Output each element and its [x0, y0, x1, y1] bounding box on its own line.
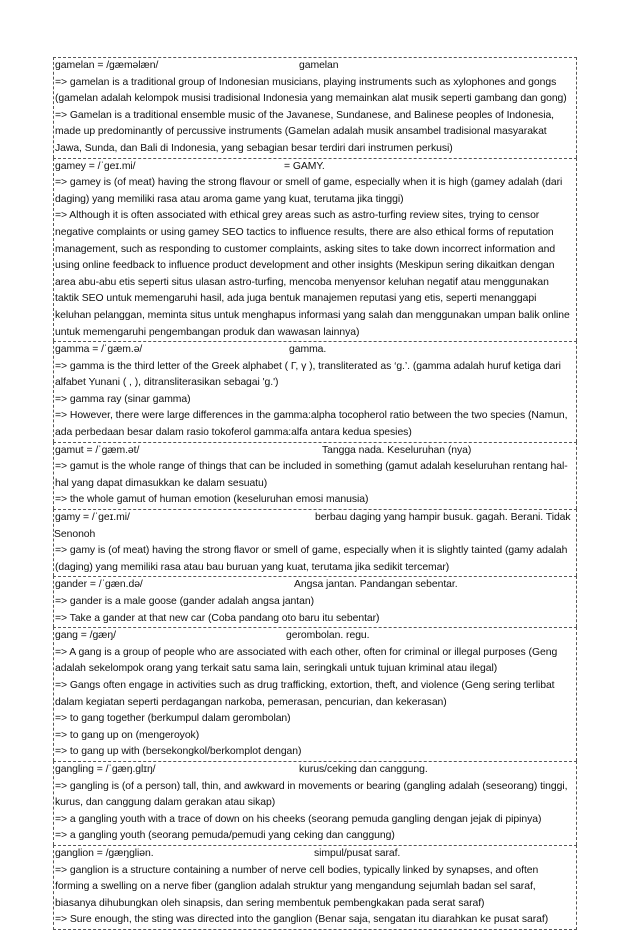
- entry-term: gang = /gæŋ/: [55, 630, 116, 642]
- entry-term: gamy = /ˈgeɪ.mi/: [55, 512, 130, 524]
- entry-gamut: [53, 442, 577, 509]
- entry-headline: [54, 510, 576, 543]
- entry-headline: [54, 159, 576, 176]
- entry-definition: gamelan: [299, 60, 339, 71]
- entry-headline: [54, 628, 576, 645]
- entry-definition: gerombolan. regu.: [286, 630, 370, 642]
- entry-line: => gamelan is a traditional group of Indonesian musicians, playing instruments such as xylophones and gongs (gamelan adalah kelompok musisi tradisional Indonesia yang memainkan alat musik seperti gambang dan gong): [55, 76, 567, 105]
- entry-line: => a gangling youth with a trace of down on his cheeks (seorang pemuda gangling dengan jejak di pipinya): [55, 813, 542, 825]
- entry-line: => gamma ray (sinar gamma): [55, 393, 191, 405]
- entry-line: => gamma is the third letter of the Greek alphabet ( Γ, γ ), transliterated as ‘g.’. (gamma adalah huruf ketiga dari alfabet Yunani ( , ), ditransliterasikan sebagai 'g.'): [55, 360, 561, 389]
- entry-definition: = GAMY.: [284, 160, 325, 172]
- entry-term: gamelan = /gæməlæn/: [55, 60, 159, 71]
- entry-gamy: [53, 509, 577, 576]
- entry-line: => Although it is often associated with ethical grey areas such as astro-turfing review sites, trying to censor negative complaints or using gamey SEO tactics to influence results, there are also ethical forms of reputation management, such as responding to customer complaints, asking sites to take down incorrect information and using online feedback to influence product development and other insights (Meskipun sering dikaitkan dengan area abu-abu etis seperti situs ulasan astro-turfing, mencoba menyensor keluhan negatif atau menggunakan taktik SEO untuk memengaruhi hasil, ada juga bentuk manajemen reputasi yang etis, seperti menanggapi keluhan pelanggan, meminta situs untuk menghapus informasi yang salah dan menggunakan umpan balik online untuk memengaruhi pengembangan produk dan wawasan lainnya): [55, 210, 570, 338]
- entry-gangling: [53, 761, 577, 845]
- entry-term: ganglion = /gæŋgliən.: [55, 847, 154, 859]
- entry-definition: berbau daging yang hampir busuk. gagah. Berani. Tidak Senonoh: [54, 512, 571, 540]
- entry-ganglion: [53, 845, 577, 930]
- entry-definition: kurus/ceking dan canggung.: [299, 763, 428, 775]
- entry-definition: simpul/pusat saraf.: [314, 847, 401, 859]
- entry-line: => Gamelan is a traditional ensemble music of the Javanese, Sundanese, and Balinese peoples of Indonesia, made up predominantly of percussive instruments (Gamelan adalah musik ansambel tradisional masyarakat Jawa, Sunda, dan Bali di Indonesia, yang sebagian besar terdiri dari instrumen perkusi): [55, 109, 555, 154]
- entry-line: => However, there were large differences in the gamma:alpha tocopherol ratio between the two species (Namun, ada perbedaan besar dalam rasio tokoferol gamma:alfa antara kedua spesies): [55, 410, 568, 439]
- entry-line: => gamut is the whole range of things that can be included in something (gamut adalah keseluruhan rentang hal-hal yang dapat dimasukkan ke dalam sesuatu): [55, 461, 568, 489]
- entry-line: => Sure enough, the sting was directed into the ganglion (Benar saja, sengatan itu diarahkan ke pusat saraf): [55, 914, 549, 926]
- entry-line: => to gang up on (mengeroyok): [55, 729, 200, 741]
- entry-line: => to gang together (berkumpul dalam gerombolan): [55, 713, 291, 725]
- entry-gander: [53, 576, 577, 627]
- entry-line: => to gang up with (bersekongkol/berkomplot dengan): [55, 746, 302, 758]
- entry-line: => gander is a male goose (gander adalah angsa jantan): [55, 596, 314, 607]
- entry-term: gander = /ˈgæn.də/: [55, 579, 143, 591]
- entry-gamey: [53, 158, 577, 342]
- entry-headline: [54, 443, 576, 460]
- entry-definition: Angsa jantan. Pandangan sebentar.: [294, 579, 458, 591]
- entry-line: => a gangling youth (seorang pemuda/pemudi yang ceking dan canggung): [55, 830, 395, 842]
- entry-headline: [54, 58, 576, 75]
- entry-gang: [53, 627, 577, 761]
- entry-line: => gangling is (of a person) tall, thin, and awkward in movements or bearing (gangling adalah (seseorang) tinggi, kurus, dan canggung dalam gerakan atau sikap): [55, 780, 568, 809]
- entry-definition: Tangga nada. Keseluruhan (nya): [322, 444, 472, 456]
- entry-line: => A gang is a group of people who are associated with each other, often for criminal or illegal purposes (Geng adalah sekelompok orang yang terkait satu sama lain, seringkali untuk tujuan kriminal atau ilegal): [55, 646, 558, 675]
- entry-line: => Take a gander at that new car (Coba pandang oto baru itu sebentar): [55, 612, 380, 624]
- entry-line: => gamy is (of meat) having the strong flavor or smell of game, especially when it is slightly tainted (gamy adalah (daging) yang memiliki rasa atau bau buruan yang kuat, terutama jika sedikit tercemar): [55, 545, 568, 573]
- entry-term: gamut = /ˈgæm.ət/: [55, 444, 140, 456]
- entry-headline: [54, 762, 576, 779]
- entry-term: gangling = /ˈgæŋ.glɪŋ/: [55, 763, 156, 775]
- entry-line: => gamey is (of meat) having the strong flavour or smell of game, especially when it is high (gamey adalah (dari daging) yang memiliki rasa atau aroma game yang kuat, terutama jika tinggi): [55, 177, 563, 205]
- entry-term: gamma = /ˈgæm.ə/: [55, 344, 143, 356]
- entry-definition: gamma.: [289, 344, 327, 356]
- entry-term: gamey = /ˈgeɪ.mi/: [55, 160, 136, 172]
- entry-headline: [54, 846, 576, 863]
- entry-line: => Gangs often engage in activities such as drug trafficking, extortion, theft, and violence (Geng sering terlibat dalam kegiatan seperti perdagangan narkoba, pemerasan, pencurian, dan kekerasan): [55, 679, 555, 708]
- entry-gamelan: [53, 57, 577, 158]
- entry-headline: [54, 577, 576, 594]
- dictionary-page: [53, 57, 577, 930]
- entry-line: => ganglion is a structure containing a number of nerve cell bodies, typically linked by synapses, and often forming a swelling on a nerve fiber (ganglion adalah struktur yang mengandung sejumlah badan sel saraf, biasanya dihubungkan oleh sinapsis, dan sering membentuk pembengkakan pada serat saraf): [55, 864, 539, 909]
- entry-headline: [54, 342, 576, 359]
- entry-gamma: [53, 341, 577, 442]
- entry-line: => the whole gamut of human emotion (keseluruhan emosi manusia): [55, 494, 369, 506]
